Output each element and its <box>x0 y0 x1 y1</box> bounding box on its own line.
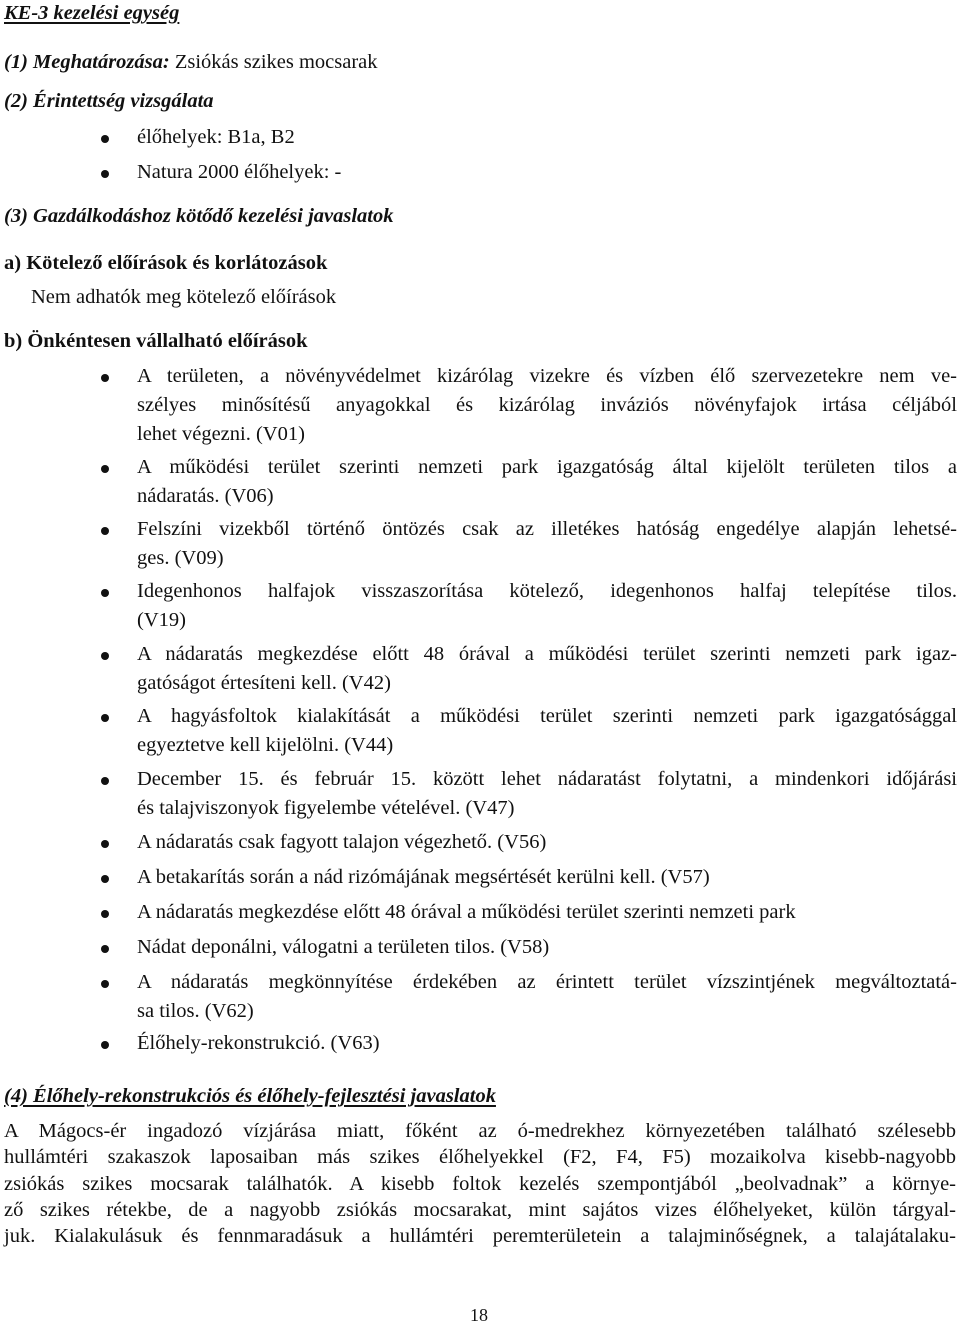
voluntary-item-line: gatóságot értesíteni kell. (V42) <box>137 672 391 694</box>
bullet-dot <box>101 910 109 918</box>
reconstruction-heading: (4) Élőhely-rekonstrukciós és élőhely-fejlesztési javaslatok <box>4 1085 496 1107</box>
voluntary-item-line: December 15. és február 15. között lehet nádaratást folytatni, a mindenkori időjárási <box>137 768 957 790</box>
mandatory-text: Nem adhatók meg kötelező előírások <box>31 286 337 308</box>
bullet-dot <box>101 589 109 597</box>
mandatory-heading: a) Kötelező előírások és korlátozások <box>4 252 328 274</box>
voluntary-item-line: A területen, a növényvédelmet kizárólag vizekre és vízben élő szervezetekre nem ve- <box>137 365 957 387</box>
paragraph-line: ző szikes rétekbe, de a nagyobb zsiókás mocsarakat, mint sajátos vizes élőhelyeket, külön tárgyal- <box>4 1198 956 1221</box>
voluntary-item-line: és talajviszonyok figyelembe vételével. (V47) <box>137 797 515 819</box>
voluntary-item-line: Idegenhonos halfajok visszaszorítása kötelező, idegenhonos halfaj telepítése tilos. <box>137 580 957 602</box>
bullet-dot <box>101 1041 109 1049</box>
definition-label: (1) Meghatározása: <box>4 51 170 73</box>
bullet-dot <box>101 945 109 953</box>
paragraph-line: A Mágocs-ér ingadozó vízjárása miatt, főként az ó-medrekhez környezetében található szélesebb <box>4 1120 956 1142</box>
bullet-dot <box>101 527 109 535</box>
bullet-dot <box>101 170 109 178</box>
voluntary-item-line: lehet végezni. (V01) <box>137 423 305 445</box>
management-heading: (3) Gazdálkodáshoz kötődő kezelési javaslatok <box>4 205 394 227</box>
natura-bullet: Natura 2000 élőhelyek: - <box>137 161 342 183</box>
voluntary-item-line: sa tilos. (V62) <box>137 1000 254 1022</box>
paragraph-line: juk. Kialakulásuk és fennmaradásuk a hullámtéri peremterületein a talajminőségnek, a talajátalaku- <box>4 1225 956 1248</box>
bullet-dot <box>101 374 109 382</box>
bullet-dot <box>101 980 109 988</box>
voluntary-item-line: (V19) <box>137 609 186 631</box>
voluntary-item-line: A nádaratás megkezdése előtt 48 órával a működési terület szerinti nemzeti park igaz- <box>137 643 957 665</box>
voluntary-item-line: A hagyásfoltok kialakítását a működési terület szerinti nemzeti park igazgatósággal <box>137 705 957 727</box>
voluntary-item-line: A nádaratás megkezdése előtt 48 órával a működési terület szerinti nemzeti park <box>137 901 796 923</box>
voluntary-item-line: egyeztetve kell kijelölni. (V44) <box>137 734 394 756</box>
bullet-dot <box>101 875 109 883</box>
bullet-dot <box>101 777 109 785</box>
voluntary-item-line: A nádaratás megkönnyítése érdekében az érintett terület vízszintjének megváltoztatá- <box>137 971 957 993</box>
paragraph-line: hullámtéri szakaszok laposaiban más szikes élőhelyekkel (F2, F4, F5) mozaikolva kisebb-nagyobb <box>4 1146 956 1169</box>
bullet-dot <box>101 840 109 848</box>
voluntary-item-line: Élőhely-rekonstrukció. (V63) <box>137 1032 380 1054</box>
section-heading: KE-3 kezelési egység <box>4 2 180 24</box>
bullet-dot <box>101 714 109 722</box>
voluntary-item-line: Nádat deponálni, válogatni a területen tilos. (V58) <box>137 936 550 958</box>
page-number: 18 <box>470 1305 488 1325</box>
bullet-dot <box>101 652 109 660</box>
bullet-dot <box>101 135 109 143</box>
paragraph-line: zsiókás szikes mocsarak találhatók. A kisebb foltok kezelés szempontjából „beolvadnak” a környe- <box>4 1172 956 1195</box>
voluntary-item-line: A működési terület szerinti nemzeti park igazgatóság által kijelölt területen tilos a <box>137 456 957 478</box>
affected-heading: (2) Érintettség vizsgálata <box>4 90 214 112</box>
voluntary-item-line: A nádaratás csak fagyott talajon végezhető. (V56) <box>137 831 547 853</box>
voluntary-heading: b) Önkéntesen vállalható előírások <box>4 330 308 352</box>
definition-line <box>4 52 378 73</box>
voluntary-item-line: Felszíni vizekből történő öntözés csak az illetékes hatóság engedélye alapján lehetsé- <box>137 518 957 540</box>
voluntary-item-line: A betakarítás során a nád rizómájának megsértését kerülni kell. (V57) <box>137 866 710 888</box>
definition-value: Zsiókás szikes mocsarak <box>169 51 378 73</box>
bullet-dot <box>101 465 109 473</box>
voluntary-item-line: nádaratás. (V06) <box>137 485 274 507</box>
voluntary-item-line: ges. (V09) <box>137 547 224 569</box>
habitat-bullet: élőhelyek: B1a, B2 <box>137 126 295 148</box>
voluntary-item-line: szélyes minősítésű anyagokkal és kizárólag inváziós növényfajok irtása céljából <box>137 394 957 416</box>
